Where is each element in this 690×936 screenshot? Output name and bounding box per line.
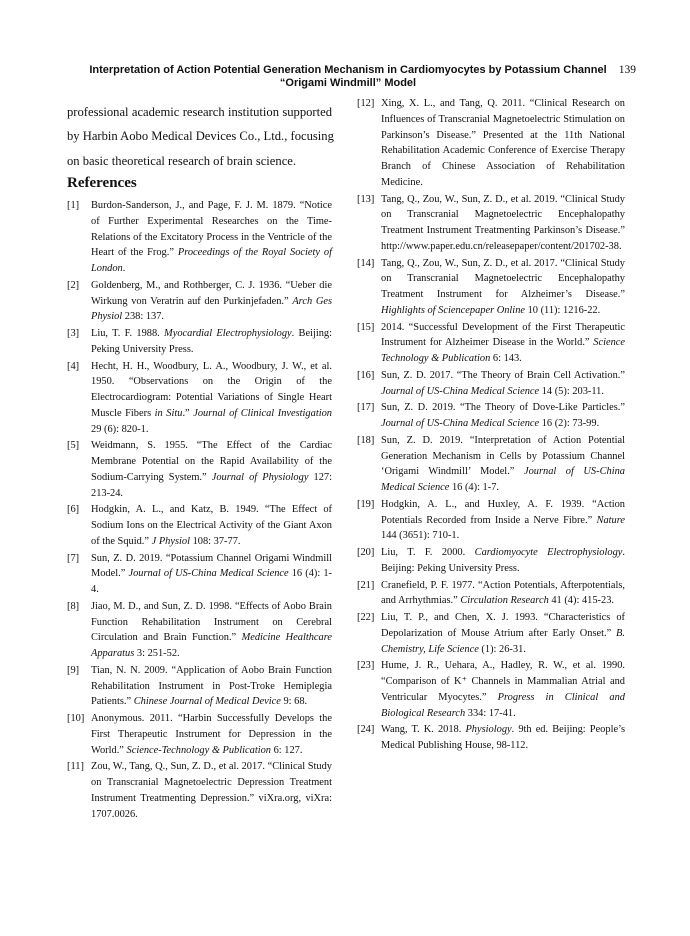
reference-text-part: Xing, X. L., and Tang, Q. 2011. “Clinical Research on Influences of Transcranial Magnetoelectric Stimulation on Parkinson’s Disease.” Presented at the 11th National Rehabilitation Academic Conference of Exercise Therapy Branch of Chinese Association of Rehabilitation Medicine.: [381, 98, 625, 188]
reference-title-italic: Progress in Clinical and Biological Research: [381, 691, 625, 719]
reference-text-part: .”: [182, 407, 194, 419]
reference-text-part: Goldenberg, M., and Rothberger, C. J. 1936. “Ueber die Wirkung von Veratrin auf den Purkinjefaden.”: [91, 279, 332, 307]
reference-item: [67, 551, 332, 598]
reference-item: [67, 278, 332, 325]
reference-number: [21]: [357, 579, 375, 591]
reference-text: [381, 256, 625, 319]
reference-text-part: 9: 68.: [280, 696, 308, 708]
reference-text-part: 10 (11): 1216-22.: [525, 304, 601, 316]
reference-text-part: Hume, J. R., Uehara, A., Hadley, R. W., et al. 1990. “Comparison of K⁺ Channels in Mammalian Atrial and Ventricular Myocytes.”: [381, 660, 625, 703]
reference-text-part: .: [122, 263, 126, 274]
reference-text-part: Hodgkin, A. L., and Katz, B. 1949. “The Effect of Sodium Ions on the Electrical Activity of the Giant Axon of the Squid.”: [91, 504, 332, 547]
reference-text-part: 16 (2): 73-99.: [539, 418, 600, 429]
reference-text-part: . Beijing: Peking University Press.: [381, 547, 625, 574]
reference-text: [381, 497, 625, 544]
reference-text-part: 14 (5): 203-11.: [539, 385, 604, 397]
reference-text-part: Anonymous. 2011. “Harbin Successfully Develops the First Therapeutic Instrument for Depression in the World.”: [91, 713, 332, 756]
reference-text: [91, 198, 332, 277]
reference-text: [91, 551, 332, 598]
reference-text-part: 16 (4): 1-7.: [449, 482, 500, 493]
reference-number: [16]: [357, 369, 375, 381]
reference-text-part: Hodgkin, A. L., and Huxley, A. F. 1939. “Action Potentials Recorded from Inside a Nerve Fibre.”: [381, 498, 625, 526]
running-header: [88, 64, 608, 90]
reference-number: [1]: [67, 200, 80, 211]
reference-text-part: Tang, Q., Zou, W., Sun, Z. D., et al. 2019. “Clinical Study on Transcranial Magnetoelectric Encephalopathy Treatment Instrument Treatmenting Parkinson’s Disease.” http://www.paper.edu.cn/releasepaper/content/201702-38.: [381, 193, 625, 252]
reference-text-part: . 9th ed. Beijing: People’s Medical Publishing House, 98-112.: [381, 724, 625, 751]
reference-number: [15]: [357, 321, 375, 333]
reference-number: [12]: [357, 98, 375, 109]
reference-text: [91, 278, 332, 325]
reference-text: [381, 722, 625, 754]
reference-title-italic: B. Chemistry, Life Science: [381, 627, 625, 655]
reference-title-italic: Journal of Clinical Investigation: [193, 407, 332, 419]
reference-number: [19]: [357, 498, 375, 510]
reference-item: [67, 599, 332, 662]
reference-title-italic: in Situ: [154, 407, 183, 419]
reference-item: [67, 663, 332, 710]
reference-text-part: (1): 26-31.: [478, 643, 526, 655]
header-title-line-1: Interpretation of Action Potential Generation Mechanism in Cardiomyocytes by Potassium Channel: [89, 64, 607, 76]
reference-number: [23]: [357, 660, 375, 672]
reference-number: [4]: [67, 360, 80, 372]
reference-text: [91, 359, 332, 438]
reference-text: [91, 711, 332, 758]
reference-text-part: 2014. “Successful Development of the First Therapeutic Instrument for Alzheimer Disease in the World.”: [381, 321, 625, 349]
reference-text-part: Sun, Z. D. 2019. “Interpretation of Action Potential Generation Mechanism in Cells by Potassium Channel ‘Origami Windmill’ Model.”: [381, 434, 625, 478]
reference-text: [91, 326, 332, 358]
reference-text-part: Wang, T. K. 2018.: [381, 724, 466, 736]
reference-text-part: Sun, Z. D. 2017. “The Theory of Brain Cell Activation.”: [381, 369, 625, 381]
reference-number: [6]: [67, 504, 80, 516]
reference-item: [357, 192, 625, 255]
reference-number: [14]: [357, 257, 375, 269]
reference-item: [357, 400, 625, 432]
reference-title-italic: Journal of US-China Medical Science: [128, 568, 289, 580]
reference-text: [381, 400, 625, 432]
reference-text: [381, 545, 625, 577]
reference-title-italic: Medicine Healthcare Apparatus: [91, 632, 332, 659]
intro-line: on basic theoretical research of brain science.: [67, 153, 297, 168]
reference-text-part: Sun, Z. D. 2019. “Potassium Channel Origami Windmill Model.”: [91, 552, 332, 580]
reference-title-italic: Journal of US-China Medical Science: [381, 385, 540, 397]
reference-title-italic: Myocardial Electrophysiology: [164, 328, 292, 339]
reference-title-italic: Physiology: [465, 724, 512, 736]
reference-text-part: Hecht, H. H., Woodbury, L. A., Woodbury, J. W., et al. 1950. “Observations on the Origin of the Electrocardiogram: Potential Variations of Single Heart Muscle Fibers: [91, 360, 332, 419]
reference-item: [67, 438, 332, 501]
reference-text-part: 3: 251-52.: [134, 648, 180, 659]
reference-text: [91, 502, 332, 549]
reference-text-part: 144 (3651): 710-1.: [381, 530, 460, 542]
reference-text-part: Liu, T. P., and Chen, X. J. 1993. “Characteristics of Depolarization of Mouse Atrium after Early Onset.”: [381, 612, 625, 639]
reference-text: [381, 96, 625, 191]
reference-text: [381, 320, 625, 367]
reference-item: [357, 578, 625, 610]
reference-text: [381, 192, 625, 255]
reference-title-italic: Cardiomyocyte Electrophysiology: [474, 547, 623, 558]
reference-item: [67, 326, 332, 358]
reference-text-part: 6: 127.: [271, 744, 303, 756]
reference-item: [357, 256, 625, 319]
reference-item: [67, 502, 332, 549]
reference-title-italic: Circulation Research: [460, 595, 549, 607]
reference-number: [7]: [67, 552, 80, 564]
reference-title-italic: Journal of US-China Medical Science: [381, 418, 540, 429]
reference-text: [381, 578, 625, 610]
intro-paragraph: [67, 100, 332, 173]
reference-text: [91, 599, 332, 662]
references-heading: References: [67, 175, 137, 191]
reference-title-italic: J Physiol: [151, 535, 190, 547]
reference-title-italic: Proceedings of the Royal Society of London: [91, 247, 332, 274]
page-number: 139: [618, 64, 636, 76]
reference-item: [357, 610, 625, 657]
reference-item: [357, 545, 625, 577]
reference-number: [13]: [357, 193, 375, 205]
reference-item: [67, 759, 332, 822]
reference-text: [381, 610, 625, 657]
reference-text-part: Weidmann, S. 1955. “The Effect of the Cardiac Membrane Potential on the Rapid Availability of the Sodium-Carrying System.”: [91, 440, 332, 483]
reference-title-italic: Chinese Journal of Medical Device: [133, 696, 281, 708]
reference-item: [357, 320, 625, 367]
reference-text-part: Cranefield, P. F. 1977. “Action Potentials, Afterpotentials, and Arrhythmias.”: [381, 579, 625, 607]
reference-text-part: 41 (4): 415-23.: [548, 595, 614, 607]
reference-text: [381, 368, 625, 400]
reference-text-part: 127: 213-24.: [91, 471, 332, 499]
reference-item: [67, 359, 332, 438]
reference-text-part: Sun, Z. D. 2019. “The Theory of Dove-Like Particles.”: [381, 402, 625, 414]
reference-number: [11]: [67, 761, 84, 773]
reference-text-part: Zou, W., Tang, Q., Sun, Z. D., et al. 2017. “Clinical Study on Transcranial Magnetoelectric Depression Treatment Instrument Treatmenting Depression.” viXra.org, viXra: 1707.0026.: [91, 761, 332, 820]
reference-text: [91, 759, 332, 822]
reference-text-part: 29 (6): 820-1.: [91, 423, 149, 435]
reference-text-part: 16 (4): 1-4.: [91, 568, 332, 595]
reference-number: [17]: [357, 402, 375, 414]
references-right-column: [357, 96, 625, 754]
reference-title-italic: Science Technology & Publication: [381, 337, 625, 364]
intro-line: by Harbin Aobo Medical Devices Co., Ltd., focusing: [67, 129, 334, 144]
intro-line: professional academic research institution supported: [67, 105, 332, 119]
reference-item: [67, 711, 332, 758]
reference-item: [67, 198, 332, 277]
reference-text: [381, 658, 625, 721]
header-title-line-2: “Origami Windmill” Model: [279, 77, 417, 89]
reference-text-part: Liu, T. F. 2000.: [381, 547, 475, 558]
reference-number: [20]: [357, 547, 375, 558]
reference-text: [381, 433, 625, 496]
reference-title-italic: Highlights of Sciencepaper Online: [381, 304, 525, 316]
reference-text-part: Tang, Q., Zou, W., Sun, Z. D., et al. 2017. “Clinical Study on Transcranial Magnetoelectric Encephalopathy Treatment Instrument for Alzheimer’s Disease.”: [381, 257, 625, 300]
reference-item: [357, 497, 625, 544]
reference-text-part: 6: 143.: [490, 353, 522, 364]
reference-item: [357, 96, 625, 191]
reference-item: [357, 433, 625, 496]
reference-text-part: Jiao, M. D., and Sun, Z. D. 1998. “Effects of Aobo Brain Function Rehabilitation Instrument on Cerebral Circulation and Brain Function.”: [91, 600, 332, 644]
reference-text-part: Burdon-Sanderson, J., and Page, F. J. M. 1879. “Notice of Further Experimental Researches on the Time-Relations of the Excitatory Process in the Ventricle of the Heart of the Frog.”: [91, 200, 332, 259]
reference-text-part: . Beijing: Peking University Press.: [91, 328, 332, 355]
reference-text-part: 334: 17-41.: [465, 707, 516, 719]
reference-text: [91, 663, 332, 710]
reference-title-italic: Arch Ges Physiol: [91, 295, 332, 323]
references-left-column: [67, 198, 332, 822]
reference-title-italic: Science-Technology & Publication: [126, 744, 271, 756]
reference-number: [5]: [67, 440, 80, 452]
reference-number: [10]: [67, 713, 85, 724]
reference-text-part: 238: 137.: [122, 311, 165, 323]
reference-number: [24]: [357, 724, 375, 736]
reference-number: [18]: [357, 434, 375, 446]
reference-item: [357, 658, 625, 721]
reference-text-part: 108: 37-77.: [190, 535, 241, 547]
reference-title-italic: Journal of US-China Medical Science: [381, 466, 625, 493]
reference-number: [3]: [67, 328, 80, 339]
reference-number: [2]: [67, 279, 80, 291]
reference-item: [357, 368, 625, 400]
reference-text: [91, 438, 332, 501]
reference-number: [22]: [357, 612, 375, 623]
reference-number: [8]: [67, 600, 80, 612]
reference-number: [9]: [67, 664, 80, 676]
reference-item: [357, 722, 625, 754]
reference-title-italic: Journal of Physiology: [211, 471, 309, 483]
reference-title-italic: Nature: [596, 514, 625, 526]
reference-text-part: Liu, T. F. 1988.: [91, 328, 165, 339]
reference-text-part: Tian, N. N. 2009. “Application of Aobo Brain Function Rehabilitation Instrument in Post-Troke Hemiplegia Patients.”: [91, 664, 332, 708]
